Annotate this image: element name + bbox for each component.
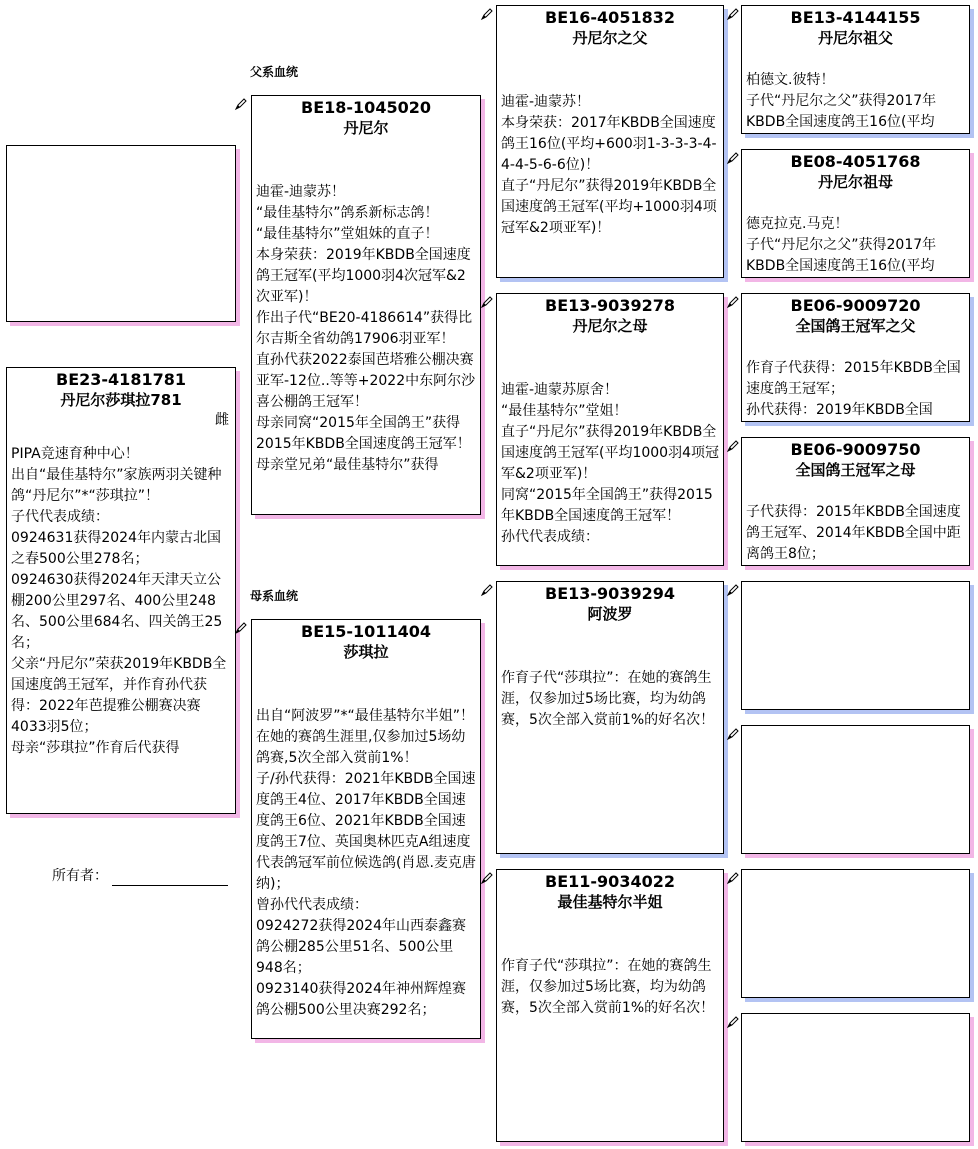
sire-description: 迪霍-迪蒙苏！ “最佳基特尔”鸽系新标志鸽！ “最佳基特尔”堂姐妹的直子！ 本身荣获：2019年KBDB全国速度鸽王冠军(平均1000羽4次冠军&2次亚军)！ 作出子代“BE20-4186614”获得比尔吉斯全省幼鸽17906羽亚军！ 直孙代获2022泰国芭塔雅公棚决赛亚军-12位..等等+2022中东阿尔沙喜公棚鸽王冠军！ 母亲同窝“2015年全国鸽王”获得2015年KBDB全国速度鸽王冠军！ 母亲堂兄弟“最佳基特尔”获得 (256, 184, 476, 473)
sire-dam-card[interactable] (496, 293, 724, 566)
dam-dam-description: 作育子代“莎琪拉”：在她的赛鸽生涯，仅参加过5场比赛，均为幼鸽赛，5次全部入赏前1%的好名次！ (501, 958, 715, 1016)
photo-box (6, 145, 236, 322)
sire-line-label: 父系血统 (250, 65, 299, 79)
sire-card[interactable] (251, 95, 481, 515)
edit-pen-icon[interactable] (480, 871, 494, 885)
edit-pen-icon[interactable] (726, 1015, 740, 1029)
dam-dam-name: 最佳基特尔半姐 (557, 893, 663, 911)
dam-dam-dam-card[interactable] (741, 1013, 970, 1142)
dam-sire-description: 作育子代“莎琪拉”：在她的赛鸽生涯，仅参加过5场比赛，均为幼鸽赛，5次全部入赏前1%的好名次！ (501, 670, 715, 728)
dam-sire-dam-card[interactable] (741, 725, 970, 854)
sd-dam-ring-number: BE06-9009750 (790, 440, 921, 459)
subject-gender: 雌 (215, 412, 229, 428)
ss-dam-ring-number: BE08-4051768 (790, 152, 921, 171)
ss-sire-name: 丹尼尔祖父 (817, 29, 893, 47)
sire-dam-name: 丹尼尔之母 (572, 317, 648, 335)
dam-sire-ring-number: BE13-9039294 (545, 584, 675, 603)
edit-pen-icon[interactable] (726, 871, 740, 885)
edit-pen-icon[interactable] (234, 97, 248, 111)
dam-dam-card[interactable] (496, 869, 724, 1142)
owner-field (52, 866, 228, 886)
subject-card[interactable] (6, 367, 236, 814)
dam-sire-name: 阿波罗 (587, 605, 633, 623)
dam-line-label: 母系血统 (250, 589, 299, 603)
edit-pen-icon[interactable] (726, 151, 740, 165)
subject-ring-number: BE23-4181781 (56, 370, 186, 389)
sire-sire-ring-number: BE16-4051832 (545, 8, 675, 27)
edit-pen-icon[interactable] (726, 295, 740, 309)
ss-sire-description: 柏德文.彼特！ 子代“丹尼尔之父”获得2017年KBDB全国速度鸽王16位(平均 (746, 72, 937, 130)
sire-sire-description: 迪霍-迪蒙苏！ 本身荣获：2017年KBDB全国速度鸽王16位(平均+600羽1-3-3-3-4-4-4-5-6-6位)！ 直子“丹尼尔”获得2019年KBDB全国速度鸽王冠军(平均+1000羽4项冠军&2项亚军)！ (501, 94, 717, 236)
subject-name: 丹尼尔莎琪拉781 (60, 391, 182, 409)
sire-dam-ring-number: BE13-9039278 (545, 296, 675, 315)
edit-pen-icon[interactable] (480, 295, 494, 309)
subject-description: PIPA竞速育种中心！ 出自“最佳基特尔”家族两羽关键种鸽“丹尼尔”*“莎琪拉”！ 子代代表成绩： 0924631获得2024年内蒙古北国之春500公里278名； 0924630获得2024年天津天立公棚200公里297名、400公里248名、500公里684名、四关鸽王25名； 父亲“丹尼尔”荣获2019年KBDB全国速度鸽王冠军，并作育孙代获得：2022年芭提雅公棚赛决赛4033羽5位； 母亲“莎琪拉”作育后代获得 (11, 446, 227, 756)
dam-card[interactable] (251, 619, 481, 1039)
edit-pen-icon[interactable] (726, 439, 740, 453)
dam-dam-ring-number: BE11-9034022 (545, 872, 675, 891)
edit-pen-icon[interactable] (480, 7, 494, 21)
edit-pen-icon[interactable] (480, 583, 494, 597)
dam-description: 出自“阿波罗”*“最佳基特尔半姐”！ 在她的赛鸽生涯里,仅参加过5场幼鸽赛,5次全部入赏前1%！ 子/孙代获得：2021年KBDB全国速度鸽王4位、2017年KBDB全国速度鸽王6位、2021年KBDB全国速度鸽王7位、英国奥林匹克A组速度代表鸽冠军前位候选鸽(肖恩.麦克唐纳)； 曾孙代代表成绩： 0924272获得2024年山西泰鑫赛鸽公棚285公里51名、500公里948名； 0923140获得2024年神州辉煌赛鸽公棚500公里决赛292名； (256, 708, 476, 1018)
ss-dam-name: 丹尼尔祖母 (817, 173, 893, 191)
sire-sire-sire-card[interactable] (741, 5, 970, 134)
sire-ring-number: BE18-1045020 (301, 98, 431, 117)
edit-pen-icon[interactable] (726, 727, 740, 741)
sire-sire-name: 丹尼尔之父 (572, 29, 648, 47)
sire-dam-sire-card[interactable] (741, 293, 970, 422)
dam-sire-sire-card[interactable] (741, 581, 970, 710)
edit-pen-icon[interactable] (234, 621, 248, 635)
ss-dam-description: 德克拉克.马克！ 子代“丹尼尔之父”获得2017年KBDB全国速度鸽王16位(平均 (746, 216, 937, 274)
dam-name: 莎琪拉 (343, 643, 389, 661)
sd-sire-ring-number: BE06-9009720 (790, 296, 921, 315)
owner-label: 所有者： (52, 868, 108, 884)
owner-signature-line (112, 871, 228, 886)
sd-sire-description: 作育子代获得：2015年KBDB全国速度鸽王冠军； 孙代获得：2019年KBDB全国 (746, 360, 961, 418)
sd-dam-name: 全国鸽王冠军之母 (795, 461, 916, 479)
sire-dam-description: 迪霍-迪蒙苏原舍！ “最佳基特尔”堂姐！ 直子“丹尼尔”获得2019年KBDB全国速度鸽王冠军(平均1000羽4项冠军&2项亚军)！ 同窝“2015年全国鸽王”获得2015年KBDB全国速度鸽王冠军！ 孙代代表成绩： (501, 382, 719, 545)
edit-pen-icon[interactable] (726, 583, 740, 597)
dam-sire-card[interactable] (496, 581, 724, 854)
ss-sire-ring-number: BE13-4144155 (790, 8, 921, 27)
dam-dam-sire-card[interactable] (741, 869, 970, 998)
dam-ring-number: BE15-1011404 (301, 622, 431, 641)
sire-sire-card[interactable] (496, 5, 724, 278)
sd-sire-name: 全国鸽王冠军之父 (795, 317, 916, 335)
edit-pen-icon[interactable] (726, 7, 740, 21)
sire-sire-dam-card[interactable] (741, 149, 970, 278)
sire-name: 丹尼尔 (343, 119, 389, 137)
sire-dam-dam-card[interactable] (741, 437, 970, 566)
sd-dam-description: 子代获得：2015年KBDB全国速度鸽王冠军、2014年KBDB全国中距离鸽王8位； (746, 504, 961, 562)
